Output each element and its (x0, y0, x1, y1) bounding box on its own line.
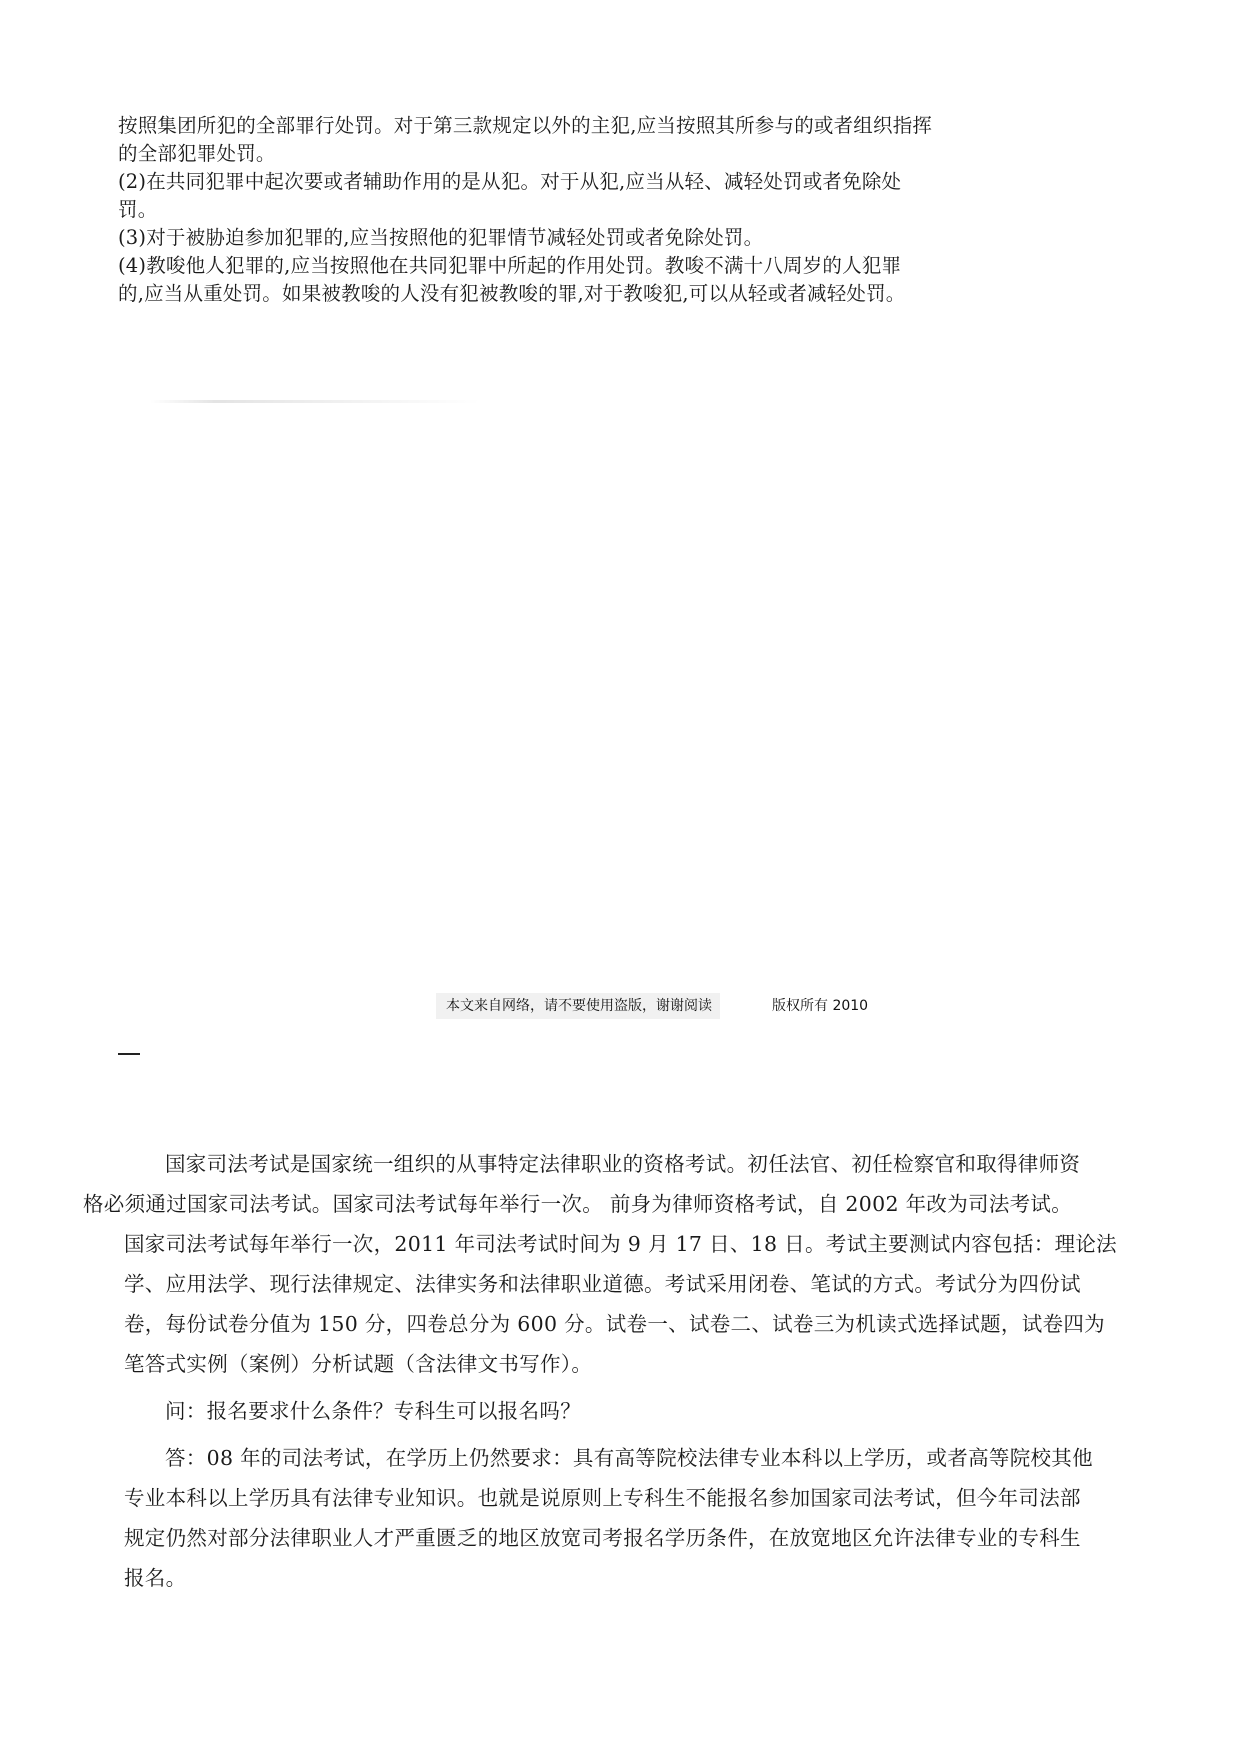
paragraph-exam-intro (83, 1144, 1130, 1384)
main-text-block (83, 1144, 1130, 1605)
text-line: 罚。 (118, 198, 158, 221)
copyright-text: 版权所有 2010 (772, 998, 869, 1014)
paragraph-line: 国家司法考试是国家统一组织的从事特定法律职业的资格考试。初任法官、初任检察官和取得律师资 (165, 1152, 1081, 1176)
text-line: 的全部犯罪处罚。 (118, 142, 276, 165)
top-text-block (118, 112, 1018, 308)
paragraph-line: 卷，每份试卷分值为 150 分，四卷总分为 600 分。试卷一、试卷二、试卷三为机读式选择试题，试卷四为 (124, 1312, 1105, 1336)
paragraph-line: 学、应用法学、现行法律规定、法律实务和法律职业道德。考试采用闭卷、笔试的方式。考试分为四份试 (124, 1272, 1081, 1296)
faint-scan-mark (150, 400, 480, 403)
paragraph-line: 笔答式实例（案例）分析试题（含法律文书写作）。 (124, 1352, 593, 1376)
separator-dash (118, 1053, 140, 1055)
paragraph-line: 国家司法考试每年举行一次，2011 年司法考试时间为 9 月 17 日、18 日。考试主要测试内容包括：理论法 (124, 1232, 1117, 1256)
paragraph-line: 规定仍然对部分法律职业人才严重匮乏的地区放宽司考报名学历条件，在放宽地区允许法律专业的专科生 (124, 1526, 1081, 1550)
text-line: (4)教唆他人犯罪的,应当按照他在共同犯罪中所起的作用处罚。教唆不满十八周岁的人犯罪 (118, 254, 902, 277)
text-line: (3)对于被胁迫参加犯罪的,应当按照他的犯罪情节减轻处罚或者免除处罚。 (118, 226, 764, 249)
paragraph-answer (124, 1438, 1130, 1598)
source-notice-banner: 本文来自网络，请不要使用盗版，谢谢阅读 (436, 993, 720, 1019)
text-line: 按照集团所犯的全部罪行处罚。对于第三款规定以外的主犯,应当按照其所参与的或者组织指挥 (118, 114, 933, 137)
text-line: 的,应当从重处罚。如果被教唆的人没有犯被教唆的罪,对于教唆犯,可以从轻或者减轻处罚。 (118, 282, 906, 305)
paragraph-line: 答：08 年的司法考试，在学历上仍然要求：具有高等院校法律专业本科以上学历，或者高等院校其他 (165, 1446, 1093, 1470)
text-line: (2)在共同犯罪中起次要或者辅助作用的是从犯。对于从犯,应当从轻、减轻处罚或者免除处 (118, 170, 902, 193)
paragraph-line: 报名。 (124, 1566, 187, 1590)
paragraph-question (124, 1391, 1130, 1431)
paragraph-line: 问：报名要求什么条件？专科生可以报名吗？ (165, 1399, 581, 1423)
paragraph-line: 专业本科以上学历具有法律专业知识。也就是说原则上专科生不能报名参加国家司法考试，但今年司法部 (124, 1486, 1081, 1510)
paragraph-line: 格必须通过国家司法考试。国家司法考试每年举行一次。 前身为律师资格考试，自 2002 年改为司法考试。 (83, 1192, 1073, 1216)
